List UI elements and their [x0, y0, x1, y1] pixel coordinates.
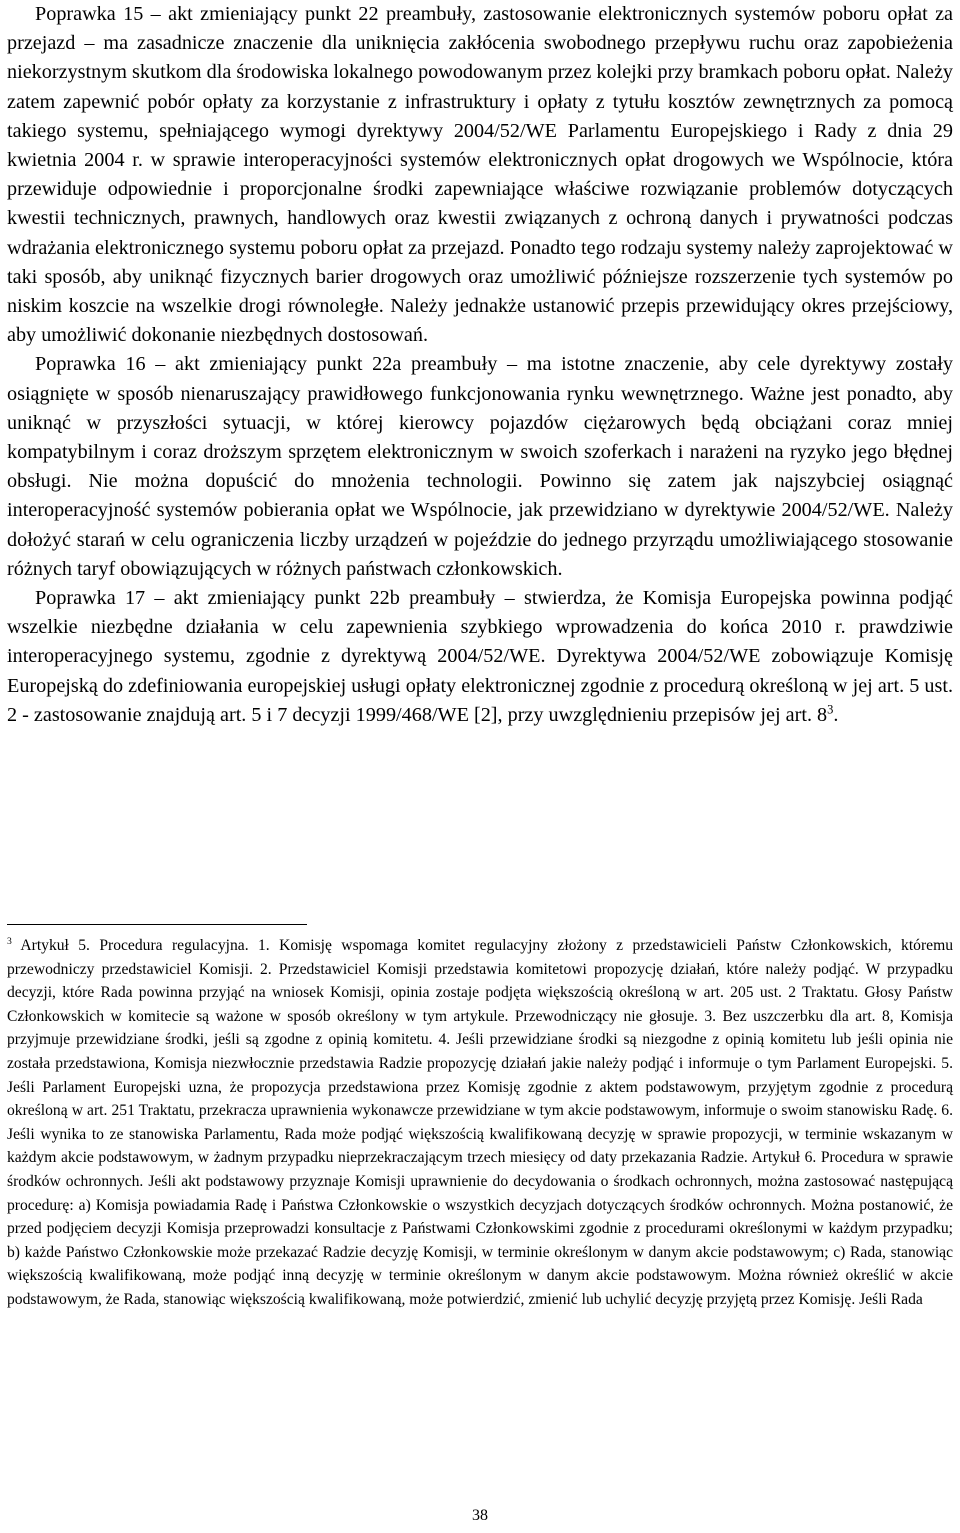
footnote-text: Artykuł 5. Procedura regulacyjna. 1. Komisję wspomaga komitet regulacyjny złożony z przedstawicieli Państw Członkowskich, któremu przewodniczy przedstawiciel Komisji. 2. Przedstawiciel Komisji przedstawia komitetowi propozycję działań, które należy podjąć. W przypadku decyzji, które Rada powinna przyjąć na wniosek Komisji, opinia zostaje podjęta większością określoną w art. 205 ust. 2 Traktatu. Głosy Państw Członkowskich w komitecie są ważone w sposób określony w tym artykule. Przewodniczący nie głosuje. 3. Bez uszczerbku dla art. 8, Komisja przyjmuje przewidziane środki, jeśli są zgodne z opinią komitetu. 4. Jeśli przewidziane środki są niezgodne z opinią komitetu lub jeśli opinia nie została przedstawiona, Komisja niezwłocznie przedstawia Radzie propozycję działań jakie należy podjąć i informuje o tym Parlament Europejski. 5. Jeśli Parlament Europejski uzna, że propozycja przedstawiona przez Komisję zgodnie z aktem podstawowym, przyjętym zgodnie z procedurą określoną w art. 251 Traktatu, przekracza uprawnienia wykonawcze przewidziane w tym akcie podstawowym, informuje o swoim stanowisku Radę. 6. Jeśli wynika to ze stanowiska Parlamentu, Rada może podjąć większością kwalifikowaną decyzję w sprawie propozycji, w terminie wskazanym w każdym akcie podstawowym, w żadnym przypadku nieprzekraczającym trzech miesięcy od daty przekazania Radzie. Artykuł 6. Procedura w sprawie środków ochronnych. Jeśli akt podstawowy przyznaje Komisji uprawnienie do decydowania o środkach ochronnych, można zastosować następującą procedurę: a) Komisja powiadamia Radę i Państwa Członkowskie o wszystkich decyzjach dotyczących środków ochronnych. Można postanowić, że przed podjęciem decyzji Komisja przeprowadzi konsultacje z Państwami Członkowskimi zgodnie z procedurami określonymi w każdym przypadku; b) każde Państwo Członkowskie może przekazać Radzie decyzję Komisji, w terminie określonym w danym akcie podstawowym; c) Rada, stanowiąc większością kwalifikowaną, może podjąć inną decyzję w terminie określonym w danym akcie podstawowym. Można również określić w akcie podstawowym, że Rada, stanowiąc większością kwalifikowaną, może potwierdzić, zmienić lub uchylić decyzję przyjętą przez Komisję. Jeśli Rada: [7, 937, 953, 1308]
paragraph-end-punctuation: .: [833, 703, 839, 726]
footnote-marker: 3: [7, 935, 12, 947]
document-page: [7, 0, 953, 730]
paragraph-amendment-15: Poprawka 15 – akt zmieniający punkt 22 preambuły, zastosowanie elektronicznych systemów poboru opłat za przejazd – ma zasadnicze znaczenie dla uniknięcia zakłócenia swobodnego przepływu ruchu oraz zapobieżenia niekorzystnym skutkom dla środowiska lokalnego powodowanym przez kolejki przy bramkach poboru opłat. Należy zatem zapewnić pobór opłaty za korzystanie z infrastruktury i opłaty z tytułu kosztów zewnętrznych za pomocą takiego systemu, spełniającego wymogi dyrektywy 2004/52/WE Parlamentu Europejskiego i Rady z dnia 29 kwietnia 2004 r. w sprawie interoperacyjności systemów elektronicznych opłat drogowych we Wspólnocie, która przewiduje odpowiednie i proporcjonalne środki zapewniające właściwe rozwiązanie problemów dotyczących kwestii technicznych, prawnych, handlowych oraz kwestii związanych z ochroną danych i prywatności podczas wdrażania elektronicznego systemu poboru opłat za przejazd. Ponadto tego rodzaju systemy należy zaprojektować w taki sposób, aby uniknąć fizycznych barier drogowych oraz umożliwić późniejsze rozszerzenie tych systemów po niskim koszcie na wszelkie drogi równoległe. Należy jednakże ustanowić przepis przewidujący okres przejściowy, aby umożliwić dokonanie niezbędnych dostosowań.: [7, 3, 953, 347]
paragraph-amendment-17: [7, 584, 953, 730]
footnote: [7, 934, 953, 1312]
page-number: 38: [472, 1507, 488, 1524]
paragraph-amendment-16: Poprawka 16 – akt zmieniający punkt 22a preambuły – ma istotne znaczenie, aby cele dyrektywy zostały osiągnięte w sposób nienaruszający prawidłowego funkcjonowania rynku wewnętrznego. Ważne jest ponadto, aby uniknąć w przyszłości sytuacji, w której kierowcy pojazdów ciężarowych będą obciążani coraz mniej kompatybilnym i coraz droższym sprzętem elektronicznym w swoich szoferkach i narażeni na ryzyko jego błędnej obsługi. Nie można dopuścić do mnożenia technologii. Powinno się zatem jak najszybciej osiągnąć interoperacyjność systemów pobierania opłat we Wspólnocie, jak przewidziano w dyrektywie 2004/52/WE. Należy dołożyć starań w celu ograniczenia liczby urządzeń w pojeździe do jednego przyrządu umożliwiającego stosowanie różnych taryf obowiązujących w różnych państwach członkowskich.: [7, 353, 953, 580]
footnote-reference: 3: [827, 702, 834, 717]
footnote-separator: [7, 924, 307, 925]
paragraph-amendment-17-text: Poprawka 17 – akt zmieniający punkt 22b preambuły – stwierdza, że Komisja Europejska powinna podjąć wszelkie niezbędne działania w celu zapewnienia szybkiego wprowadzenia do końca 2010 r. prawdziwie interoperacyjnego systemu, zgodnie z dyrektywą 2004/52/WE. Dyrektywa 2004/52/WE zobowiązuje Komisję Europejską do zdefiniowania europejskiej usługi opłaty elektronicznej zgodnie z procedurą określoną w jej art. 5 ust. 2 - zastosowanie znajdują art. 5 i 7 decyzji 1999/468/WE [2], przy uwzględnieniu przepisów jej art. 8: [7, 587, 953, 726]
